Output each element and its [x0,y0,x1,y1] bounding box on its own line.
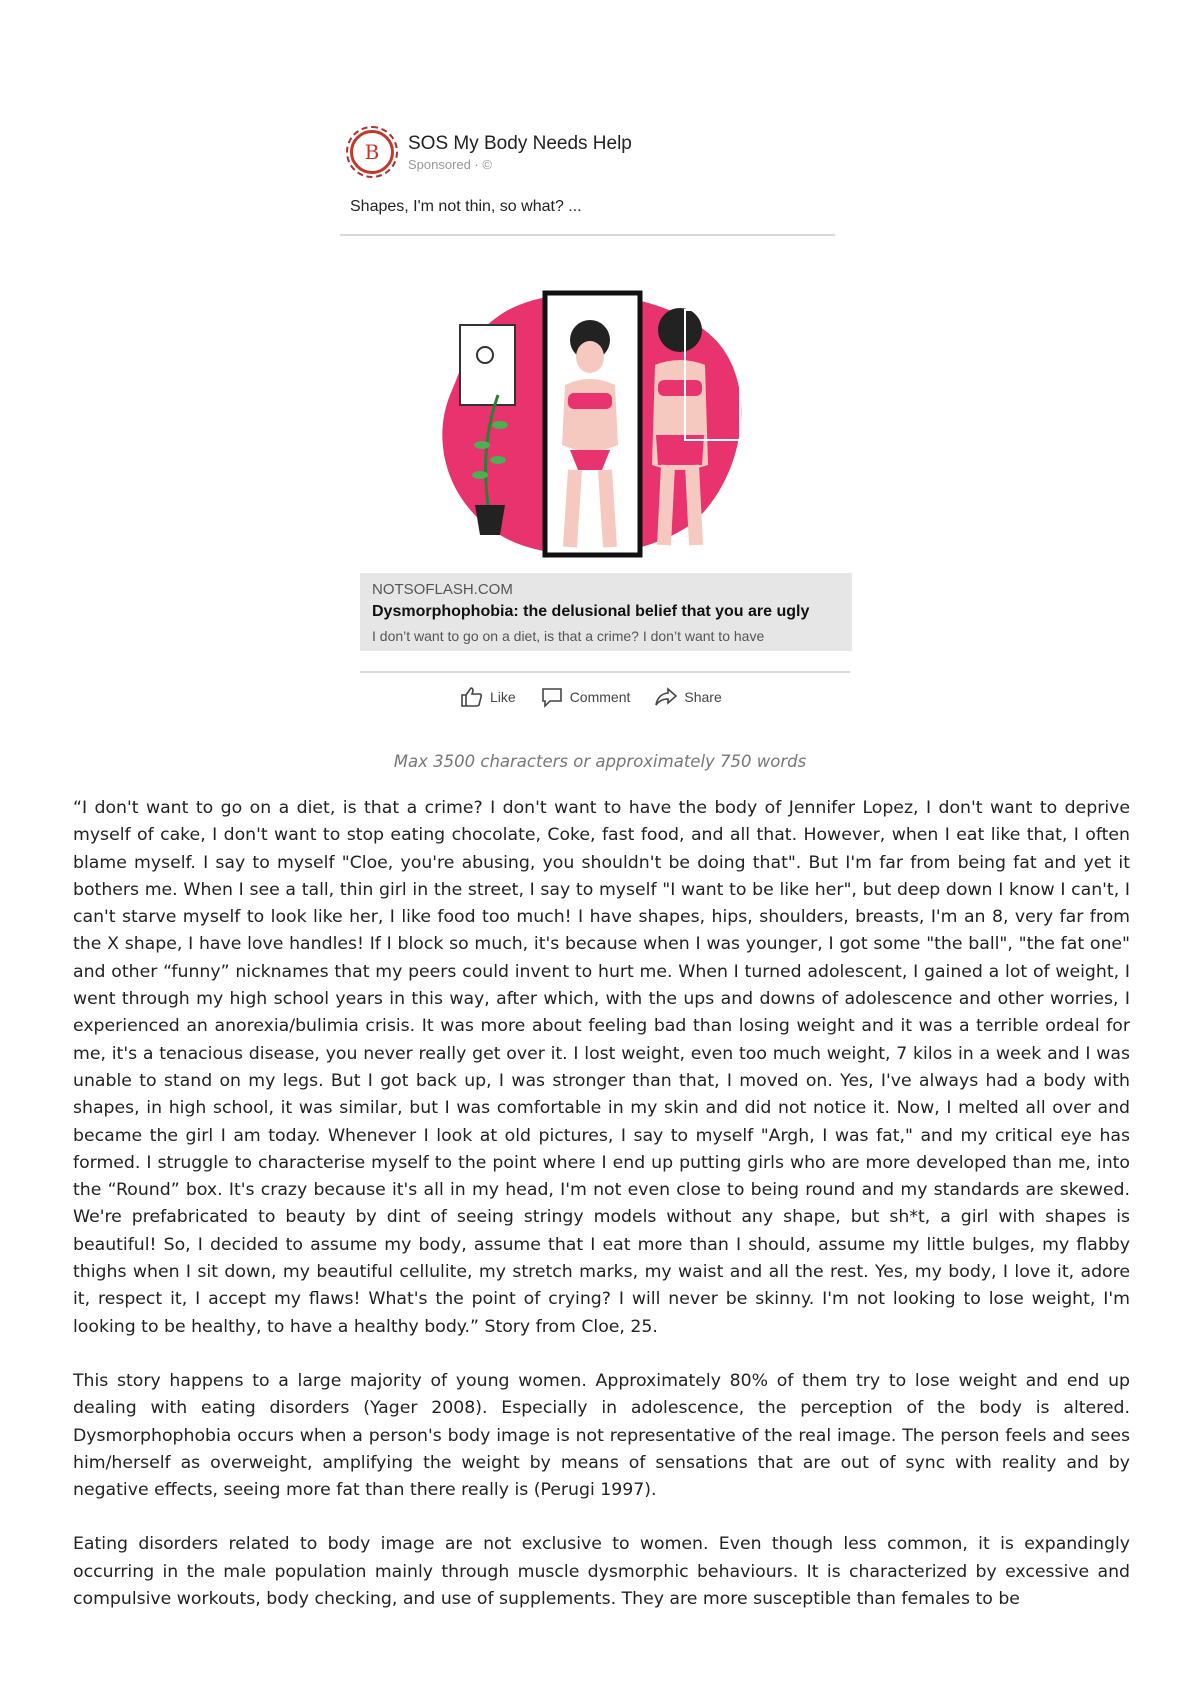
sponsored-label: Sponsored · © [408,156,493,172]
link-title[interactable]: Dysmorphophobia: the delusional belief that you are ugly [372,603,810,620]
like-label: Like [490,689,516,705]
sponsored-post [340,120,860,236]
post-header [340,120,860,184]
share-label: Share [684,689,722,705]
link-domain: NOTSOFLASH.COM [372,581,513,598]
paragraph: This story happens to a large majority of young women. Approximately 80% of them try to lose weight and end up dealing with eating disorders (Yager 2008). Especially in adolescence, the perception of the body is altered. Dysmorphophobia occurs when a person's body image is not representative of the real image. The person feels and sees him/herself as overweight, amplifying the weight by means of sensations that are out of sync with reality and by negative effects, seeing more fat than there really is (Perugi 1997). [73,1370,1130,1501]
post-text: Shapes, I'm not thin, so what? ... [350,198,582,215]
post-header-text [408,133,632,172]
story-text [73,795,1130,1640]
comment-icon [540,686,564,708]
share-icon [654,686,678,708]
actions-divider [360,671,850,673]
link-description: I don’t want to go on a diet, is that a crime? I don’t want to have [372,628,765,644]
page-name[interactable]: SOS My Body Needs Help [408,132,632,154]
link-preview[interactable] [360,573,852,651]
share-button[interactable] [654,686,721,708]
comment-button[interactable] [540,686,631,708]
post-actions [460,686,722,708]
page-logo-letter: B [364,140,380,164]
paragraph: Eating disorders related to body image are not exclusive to women. Even though less common, it is expandingly occurring in the male population mainly through muscle dysmorphic behaviours. It is characterized by excessive and compulsive workouts, body checking, and use of supplements. They are more susceptible than females to be [73,1534,1130,1610]
character-limit-caption: Max 3500 characters or approximately 750 words [393,752,807,771]
divider [340,234,835,236]
paragraph: “I don't want to go on a diet, is that a crime? I don't want to have the body of Jennifer Lopez, I don't want to deprive myself of cake, I don't want to stop eating chocolate, Coke, fast food, and all that. However, when I eat like that, I often blame myself. I say to myself "Cloe, you're abusing, you shouldn't be doing that". But I'm far from being fat and yet it bothers me. When I see a tall, thin girl in the street, I say to myself "I want to be like her", but deep down I know I can't, I can't starve myself to look like her, I like food too much! I have shapes, hips, shoulders, breasts, I'm an 8, very far from the X shape, I have love handles! If I block so much, it's because when I was younger, I got some "the ball", "the fat one" and other “funny” nicknames that my peers could invent to hurt me. When I turned adolescent, I gained a lot of weight, I went through my high school years in this way, after which, with the ups and downs of adolescence and other worries, I experienced an anorexia/bulimia crisis. It was more about feeling bad than losing weight and it was a terrible ordeal for me, it's a tenacious disease, you never really get over it. I lost weight, even too much weight, 7 kilos in a week and I was unable to stand on my legs. But I got back up, I was stronger than that, I moved on. Yes, I've always had a body with shapes, in high school, it was similar, but I was comfortable in my skin and did not notice it. Now, I melted all over and became the girl I am today. Whenever I look at old pictures, I say to myself "Argh, I was fat," and my critical eye has formed. I struggle to characterise myself to the point where I end up putting girls who are more developed than me, into the “Round” box. It's crazy because it's all in my head, I'm not even close to being round and my standards are skewed. We're prefabricated to beauty by dint of seeing stringy models without any shape, but sh*t, a girl with shapes is beautiful! So, I decided to assume my body, assume that I eat more than I should, assume my little bulges, my flabby thighs when I sit down, my beautiful cellulite, my stretch marks, my waist and all the rest. Yes, my body, I love it, adore it, respect it, I accept my flaws! What's the point of crying? I will never be skinny. I'm not looking to lose weight, I'm looking to be healthy, to have a healthy body.” Story from Cloe, 25. [73,798,1130,1337]
like-button[interactable] [460,686,516,708]
thumbs-up-icon [460,686,484,708]
comment-label: Comment [569,689,631,705]
mirror-illustration[interactable] [440,285,760,575]
page-logo[interactable] [350,130,394,174]
